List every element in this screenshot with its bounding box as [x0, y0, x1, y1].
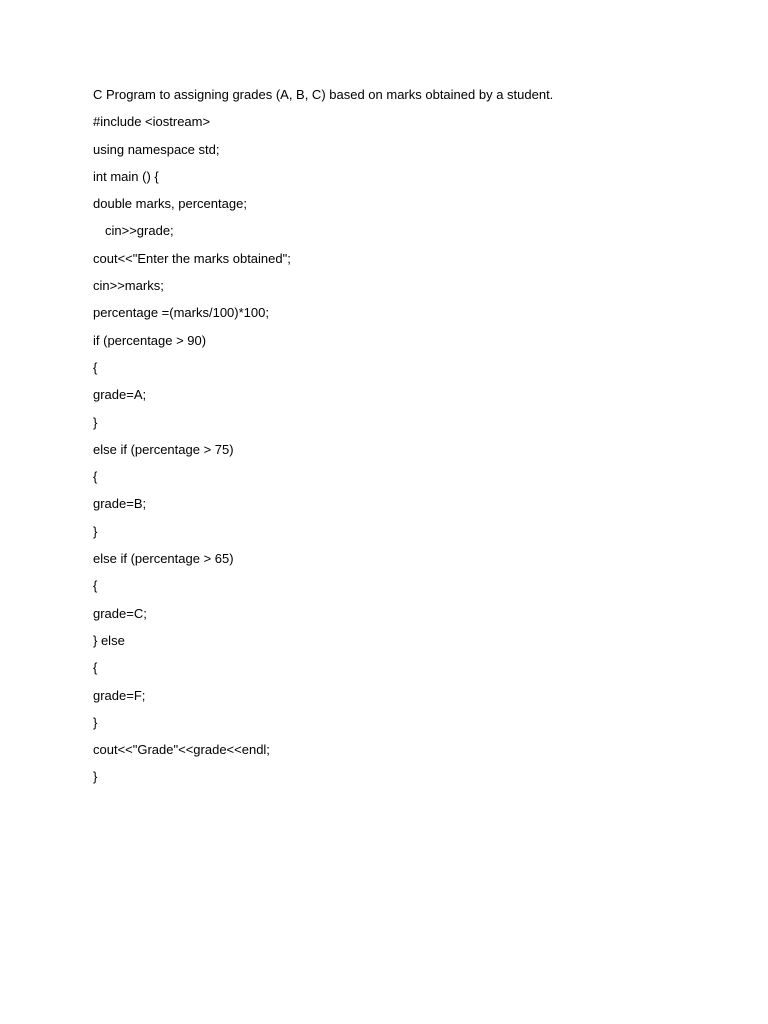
code-line: } — [93, 769, 98, 785]
code-line: grade=A; — [93, 387, 147, 403]
code-line: cin>>grade; — [105, 223, 174, 239]
code-line: } else — [93, 632, 125, 648]
code-line: } — [93, 523, 98, 539]
document-title: C Program to assigning grades (A, B, C) based on marks obtained by a student. — [93, 87, 554, 102]
code-line: cout<<"Enter the marks obtained"; — [93, 250, 291, 266]
code-line: } — [93, 414, 98, 430]
code-line: { — [93, 660, 98, 676]
code-line: { — [93, 469, 98, 485]
code-line: cout<<"Grade"<<grade<<endl; — [93, 742, 270, 758]
code-line: grade=B; — [93, 496, 147, 512]
code-line: grade=F; — [93, 687, 146, 703]
code-line: cin>>marks; — [93, 278, 164, 294]
code-line: } — [93, 714, 98, 730]
code-line: if (percentage > 90) — [93, 332, 207, 348]
document-body — [93, 85, 768, 795]
code-line: percentage =(marks/100)*100; — [93, 305, 269, 321]
code-line: else if (percentage > 65) — [93, 551, 234, 567]
code-line: { — [93, 359, 98, 375]
code-line: int main () { — [93, 168, 159, 184]
code-line: double marks, percentage; — [93, 196, 247, 212]
code-line: { — [93, 578, 98, 594]
code-line: #include <iostream> — [93, 114, 211, 130]
code-line: using namespace std; — [93, 141, 220, 157]
code-line: else if (percentage > 75) — [93, 441, 234, 457]
code-line: grade=C; — [93, 605, 147, 621]
